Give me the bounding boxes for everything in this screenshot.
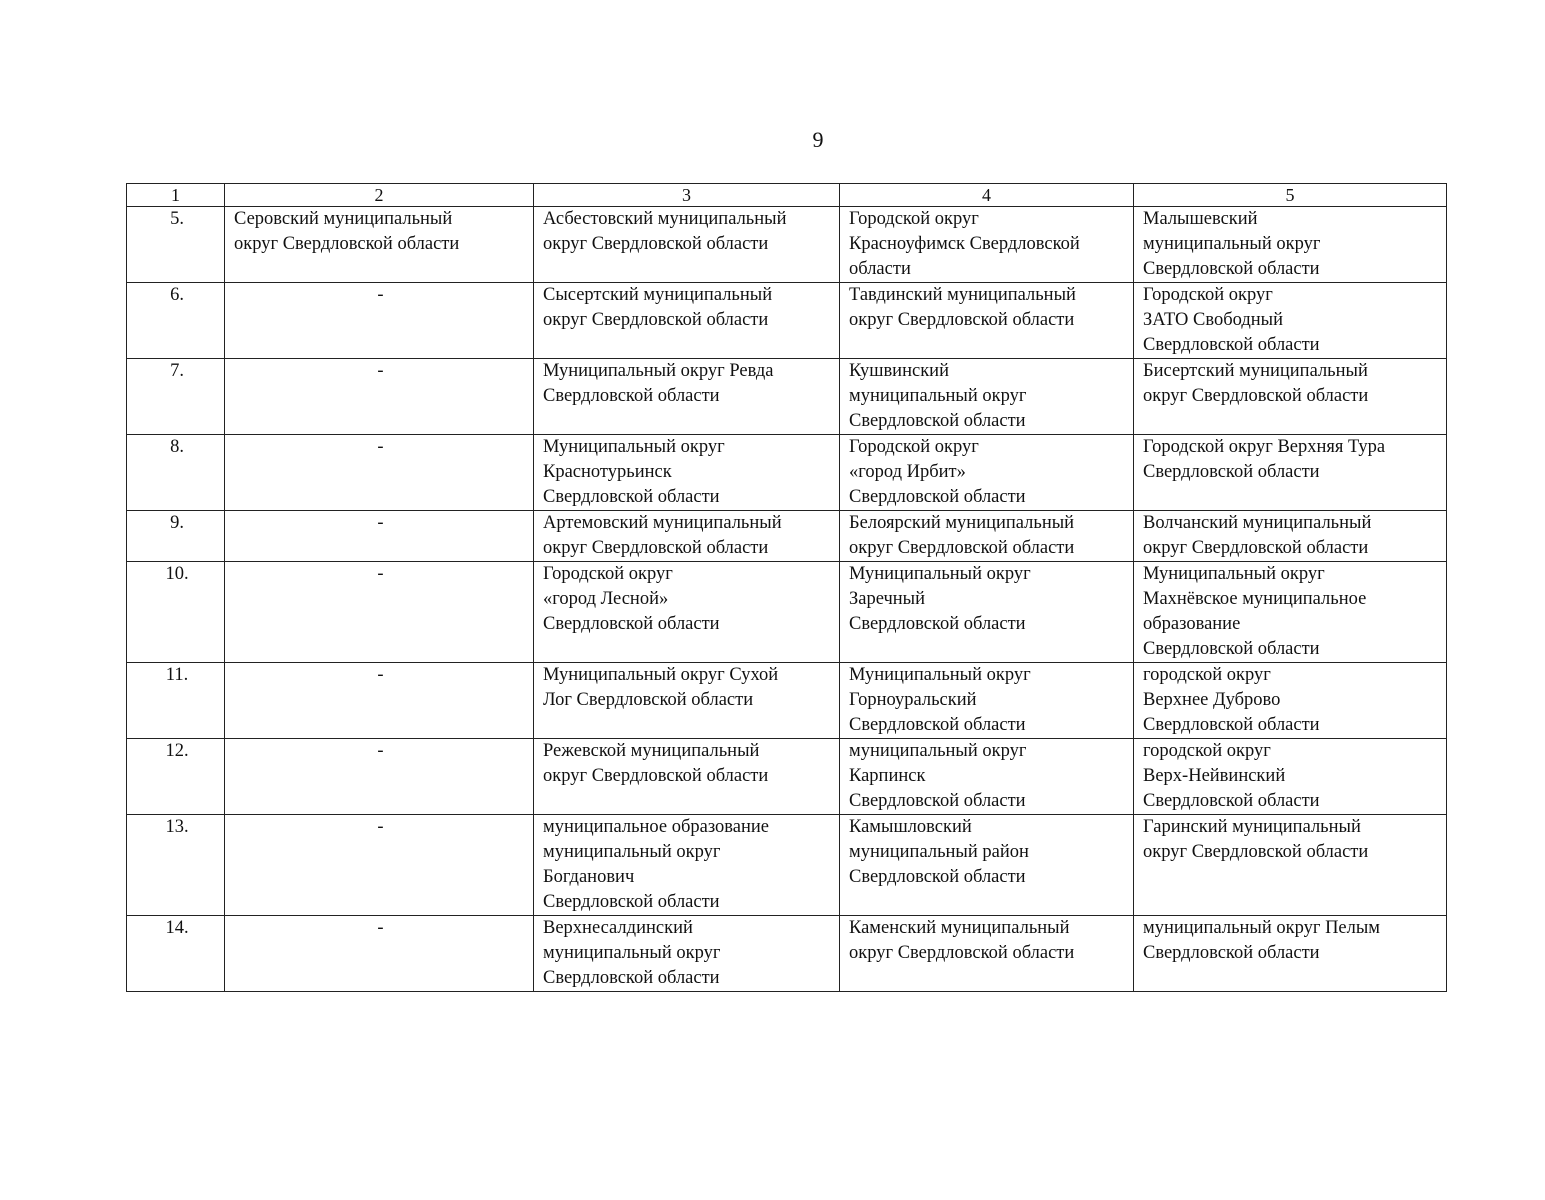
table-row [127, 663, 1447, 739]
table-cell: Городской округ ЗАТО Свободный Свердловской области [1134, 283, 1447, 359]
row-number: 5. [127, 207, 225, 283]
table-cell: муниципальный округ Карпинск Свердловской области [840, 739, 1134, 815]
table-row [127, 815, 1447, 916]
table-cell: Муниципальный округ Махнёвское муниципальное образование Свердловской области [1134, 562, 1447, 663]
table-cell: Городской округ Красноуфимск Свердловской области [840, 207, 1134, 283]
table-cell: городской округ Верхнее Дуброво Свердловской области [1134, 663, 1447, 739]
table-cell: Верхнесалдинский муниципальный округ Свердловской области [534, 916, 840, 992]
column-header-3: 3 [534, 184, 840, 207]
table-cell: Городской округ «город Лесной» Свердловской области [534, 562, 840, 663]
table-cell: - [225, 562, 534, 663]
table-cell: - [225, 283, 534, 359]
table-cell: Малышевский муниципальный округ Свердловской области [1134, 207, 1447, 283]
row-number: 6. [127, 283, 225, 359]
table-cell: Каменский муниципальный округ Свердловской области [840, 916, 1134, 992]
column-header-5: 5 [1134, 184, 1447, 207]
column-header-4: 4 [840, 184, 1134, 207]
row-number: 7. [127, 359, 225, 435]
column-header-2: 2 [225, 184, 534, 207]
table-cell: Муниципальный округ Заречный Свердловской области [840, 562, 1134, 663]
table-cell: Городской округ Верхняя Тура Свердловской области [1134, 435, 1447, 511]
table-cell: Сысертский муниципальный округ Свердловской области [534, 283, 840, 359]
table-cell: Тавдинский муниципальный округ Свердловской области [840, 283, 1134, 359]
table-cell: Городской округ «город Ирбит» Свердловской области [840, 435, 1134, 511]
table-cell: - [225, 739, 534, 815]
table-cell: Асбестовский муниципальный округ Свердловской области [534, 207, 840, 283]
table-cell: Муниципальный округ Краснотурьинск Свердловской области [534, 435, 840, 511]
table-cell: муниципальный округ Пелым Свердловской области [1134, 916, 1447, 992]
table-cell: Камышловский муниципальный район Свердловской области [840, 815, 1134, 916]
row-number: 14. [127, 916, 225, 992]
table-row [127, 916, 1447, 992]
table-cell: Кушвинский муниципальный округ Свердловской области [840, 359, 1134, 435]
table-cell: - [225, 663, 534, 739]
table-cell: Муниципальный округ Ревда Свердловской области [534, 359, 840, 435]
table-cell: - [225, 916, 534, 992]
table-cell: - [225, 815, 534, 916]
table-cell: - [225, 435, 534, 511]
table-row [127, 435, 1447, 511]
table-row [127, 359, 1447, 435]
table-header-row [127, 184, 1447, 207]
table-cell: Муниципальный округ Горноуральский Свердловской области [840, 663, 1134, 739]
row-number: 13. [127, 815, 225, 916]
table-cell: Муниципальный округ Сухой Лог Свердловской области [534, 663, 840, 739]
row-number: 10. [127, 562, 225, 663]
row-number: 12. [127, 739, 225, 815]
row-number: 11. [127, 663, 225, 739]
table-row [127, 562, 1447, 663]
table-cell: - [225, 511, 534, 562]
municipal-districts-table [126, 183, 1447, 992]
table-row [127, 283, 1447, 359]
row-number: 9. [127, 511, 225, 562]
table-row [127, 739, 1447, 815]
table-row [127, 511, 1447, 562]
table-cell: Артемовский муниципальный округ Свердловской области [534, 511, 840, 562]
table-cell: Режевской муниципальный округ Свердловской области [534, 739, 840, 815]
table-cell: - [225, 359, 534, 435]
table-cell: Бисертский муниципальный округ Свердловской области [1134, 359, 1447, 435]
table-cell: Белоярский муниципальный округ Свердловской области [840, 511, 1134, 562]
table-cell: Волчанский муниципальный округ Свердловской области [1134, 511, 1447, 562]
table-cell: Серовский муниципальный округ Свердловской области [225, 207, 534, 283]
table-row [127, 207, 1447, 283]
table-cell: муниципальное образование муниципальный округ Богданович Свердловской области [534, 815, 840, 916]
column-header-1: 1 [127, 184, 225, 207]
row-number: 8. [127, 435, 225, 511]
table-cell: городской округ Верх-Нейвинский Свердловской области [1134, 739, 1447, 815]
page-number: 9 [812, 127, 824, 152]
table-cell: Гаринский муниципальный округ Свердловской области [1134, 815, 1447, 916]
